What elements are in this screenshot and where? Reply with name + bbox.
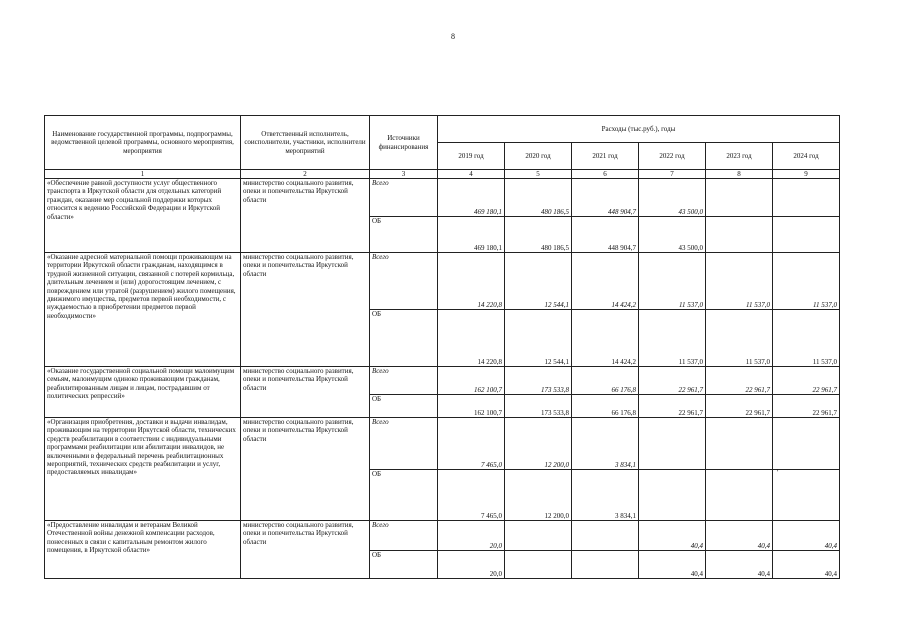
total-value-cell: 11 537,0 [639,253,706,310]
total-value-cell [505,521,572,551]
ob-value-cell: 11 537,0 [706,310,773,367]
source-total-label: Всего [370,521,438,551]
total-value-cell [639,418,706,470]
stray-mark: ' [777,468,779,477]
ob-value-cell: 469 180,1 [438,217,505,253]
header-responsible: Ответственный исполнитель, соисполнители, участники, исполнители мероприятий [241,116,370,170]
header-year: 2022 год [639,143,706,170]
total-value-cell: 448 904,7 [572,179,639,217]
total-value-cell: 22 961,7 [706,367,773,395]
source-total-label: Всего [370,179,438,217]
activity-name: «Обеспечение равной доступности услуг общественного транспорта в Иркутской области для отдельных категорий граждан, оказание мер социальной поддержки которых относится к ведению Российской Федерации и Иркутской области» [45,179,241,253]
ob-value-cell: 22 961,7 [773,395,840,418]
total-value-cell: 14 424,2 [572,253,639,310]
responsible-executor: министерство социального развития, опеки и попечительства Иркутской области [241,418,370,521]
header-year: 2021 год [572,143,639,170]
ob-value-cell: 22 961,7 [706,395,773,418]
ob-value-cell: 480 186,5 [505,217,572,253]
ob-value-cell: 162 100,7 [438,395,505,418]
total-value-cell [572,521,639,551]
activity-name: «Предоставление инвалидам и ветеранам Великой Отечественной войны денежной компенсации расходов, понесенных в связи с капитальным ремонтом жилого помещения, в Иркутской области» [45,521,241,579]
ob-value-cell [773,470,840,521]
column-index: 6 [572,170,639,179]
total-value-cell: 14 220,8 [438,253,505,310]
total-value-cell [706,179,773,217]
source-total-label: Всего [370,367,438,395]
header-year: 2019 год [438,143,505,170]
ob-value-cell: 11 537,0 [773,310,840,367]
responsible-executor: министерство социального развития, опеки и попечительства Иркутской области [241,179,370,253]
column-index: 1 [45,170,241,179]
source-ob-label: ОБ [370,551,438,579]
total-value-cell: 40,4 [706,521,773,551]
ob-value-cell: 14 220,8 [438,310,505,367]
ob-value-cell: 22 961,7 [639,395,706,418]
ob-value-cell: 448 904,7 [572,217,639,253]
ob-value-cell [773,217,840,253]
table-row-total [45,253,840,310]
responsible-executor: министерство социального развития, опеки и попечительства Иркутской области [241,367,370,418]
total-value-cell: 43 500,0 [639,179,706,217]
total-value-cell: 12 200,0 [505,418,572,470]
total-value-cell [773,418,840,470]
column-index: 5 [505,170,572,179]
total-value-cell: 3 834,1 [572,418,639,470]
column-index: 3 [370,170,438,179]
ob-value-cell: 12 544,1 [505,310,572,367]
table-header [45,116,840,179]
header-year: 2023 год [706,143,773,170]
column-index: 7 [639,170,706,179]
ob-value-cell: 14 424,2 [572,310,639,367]
ob-value-cell: 12 200,0 [505,470,572,521]
total-value-cell: 22 961,7 [639,367,706,395]
ob-value-cell: 7 465,0 [438,470,505,521]
column-index: 2 [241,170,370,179]
ob-value-cell [706,217,773,253]
column-index: 8 [706,170,773,179]
total-value-cell: 12 544,1 [505,253,572,310]
ob-value-cell: 40,4 [639,551,706,579]
total-value-cell: 469 180,1 [438,179,505,217]
total-value-cell: 11 537,0 [773,253,840,310]
responsible-executor: министерство социального развития, опеки и попечительства Иркутской области [241,521,370,579]
source-ob-label: ОБ [370,217,438,253]
table-row-total [45,418,840,470]
header-name: Наименование государственной программы, подпрограммы, ведомственной целевой программы, основного мероприятия, мероприятия [45,116,241,170]
table-row-total [45,179,840,217]
ob-value-cell: 40,4 [773,551,840,579]
source-ob-label: ОБ [370,470,438,521]
table-body [45,179,840,579]
total-value-cell: 20,0 [438,521,505,551]
source-total-label: Всего [370,253,438,310]
header-year: 2024 год [773,143,840,170]
total-value-cell: 173 533,8 [505,367,572,395]
page-number: 8 [451,32,455,41]
total-value-cell: 22 961,7 [773,367,840,395]
ob-value-cell: 3 834,1 [572,470,639,521]
ob-value-cell [572,551,639,579]
total-value-cell: 480 186,5 [505,179,572,217]
column-index: 9 [773,170,840,179]
total-value-cell: 66 176,8 [572,367,639,395]
total-value-cell [706,418,773,470]
expenses-table [44,115,840,579]
total-value-cell: 162 100,7 [438,367,505,395]
ob-value-cell [706,470,773,521]
activity-name: «Организация приобретения, доставки и выдачи инвалидам, проживающим на территории Иркутской области, технических средств реабилитации в соответствии с индивидуальными программами реабилитации или абилитации инвалидов, не включенными в федеральный перечень реабилитационных мероприятий, технических средств реабилитации и услуг, предоставляемых инвалидам» [45,418,241,521]
table-row-total [45,521,840,551]
ob-value-cell [639,470,706,521]
header-year: 2020 год [505,143,572,170]
ob-value-cell: 66 176,8 [572,395,639,418]
total-value-cell: 40,4 [773,521,840,551]
source-ob-label: ОБ [370,310,438,367]
total-value-cell: 11 537,0 [706,253,773,310]
ob-value-cell: 43 500,0 [639,217,706,253]
ob-value-cell: 20,0 [438,551,505,579]
table-row-total [45,367,840,395]
responsible-executor: министерство социального развития, опеки и попечительства Иркутской области [241,253,370,367]
activity-name: «Оказание государственной социальной помощи малоимущим семьям, малоимущим одиноко проживающим гражданам, реабилитированным лицам и лицам, пострадавшим от политических репрессий» [45,367,241,418]
total-value-cell [773,179,840,217]
source-ob-label: ОБ [370,395,438,418]
ob-value-cell: 40,4 [706,551,773,579]
column-index: 4 [438,170,505,179]
ob-value-cell: 11 537,0 [639,310,706,367]
activity-name: «Оказание адресной материальной помощи проживающим на территории Иркутской области гражданам, находящимся в трудной жизненной ситуации, связанной с потерей кормильца, длительным лечением и (или) дорогостоящим лечением, с повреждением или утратой (разрушением) жилого помещения, движимого имущества, предметов первой необходимости, с нуждаемостью в приобретении предметов первой необходимости» [45,253,241,367]
total-value-cell: 40,4 [639,521,706,551]
total-value-cell: 7 465,0 [438,418,505,470]
header-source: Источники финансирования [370,116,438,170]
ob-value-cell [505,551,572,579]
header-expenses: Расходы (тыс.руб.), годы [438,116,840,143]
source-total-label: Всего [370,418,438,470]
ob-value-cell: 173 533,8 [505,395,572,418]
